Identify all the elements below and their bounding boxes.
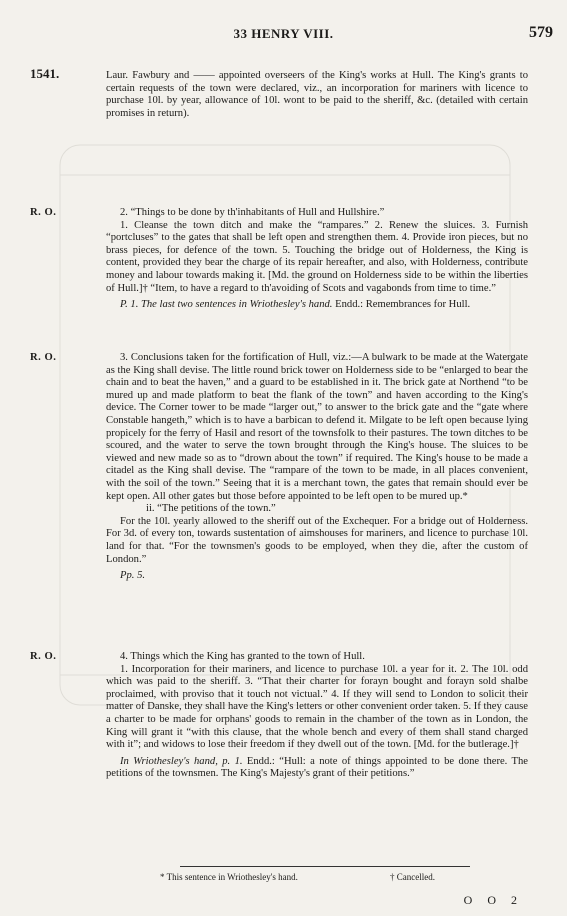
entry-2 (106, 207, 528, 312)
entry-2-note-endorsement: Endd.: Remembrances for Hull. (335, 299, 471, 311)
entry-2-body: 1. Cleanse the town ditch and make the “rampares.” 2. Renew the sluices. 3. Furnish “portcluses” to the gates that shall be left open and strengthen them. 4. Provide iron pieces, but no brass pieces, for defence of the town. 5. Touching the bridge out of Holderness, the King is content, provided they bear the charge of its repair hereafter, and also, with Holderness, contribute money and labour towards making it. [Md. the ground on Holderness side to be within the liberties of Hull.]† “Item, to have a regard to th'avoiding of Scots and vagabonds from time to time.” (106, 219, 528, 294)
entry-2-title: 2. “Things to be done by th'inhabitants of Hull and Hullshire.” (120, 207, 385, 218)
entry-4 (106, 651, 528, 781)
entry-2-notes (106, 299, 528, 312)
footnote-divider (180, 866, 470, 867)
entry-2-source: R. O. (30, 207, 57, 218)
footnote-cancelled: † Cancelled. (390, 872, 435, 882)
year-label: 1541. (30, 66, 60, 81)
entry-2-note-italic: P. 1. The last two sentences in Wriothesley's hand. (120, 299, 333, 311)
entry-4-source: R. O. (30, 651, 57, 662)
entry-4-body: 1. Incorporation for their mariners, and licence to purchase 10l. a year for it. 2. The 10l. odd which was paid to the sheriff. 3. “That their charter for forayn bought and forayn sold shalbe proclaimed, with proviso that it touch not victual.” 4. If they will send to London to solicit their matter of Danske, they shall have the King's letters or other convenient order taken. 5. If they cause a charter to be made for orphans' goods to remain in the chamber of the town as in London, the King will grant it “with this clause, that the whole bench and every of them shall stand charged with it”; and widows to lose their freedom if they dwell out of the town. [Md. for the butlerage.]† (106, 663, 528, 751)
entry-3-subtitle: ii. “The petitions of the town.” (146, 503, 276, 515)
intro-block (106, 70, 528, 120)
running-title: 33 HENRY VIII. (233, 26, 334, 41)
entry-3-petitions: For the 10l. yearly allowed to the sheriff out of the Exchequer. For a bridge out of Holderness. For 3d. of every ton, towards sustentation of aimshouses for mariners, and licence to purchase 10l. land for that. “For the townsmen's goods to be employed, when they die, after the custom of London.” (106, 515, 528, 565)
footnote-wriothesley: * This sentence in Wriothesley's hand. (160, 872, 298, 882)
entry-3-source: R. O. (30, 352, 57, 363)
entry-3-body: 3. Conclusions taken for the fortification of Hull, viz.:—A bulwark to be made at the Watergate as the King shall devise. The little round brick tower on Holderness side to be “enlarged to bear the chain and to beat the haven,” and a guard to be established in it. The brick gate at Northend “to be mured up and made platform to beat the flank of the town” and haven according to the King's device. The Corner tower to be made “larger out,” to answer to the brick gate and the “gate where Constable hangeth,” which is to have a barbican to defend it. Milgate to be left open because lying propicely for the ferry of Hasil and resort of the townsfolk to their pastures. The town ditches to be scoured, and the water to serve the town brought through the King's house. The sluices to be viewed and new made so as to “drown about the town” if required. The King's house to be made a citadel as the King shall devise. The “rampare of the town to be made, in all places convenient, with the soil of the town.” Seeing that it is a merchant town, the gates that remain should ever be kept open. All other gates but those before appointed to be left open to be mured up.* (106, 352, 528, 502)
entry-4-title: 4. Things which the King has granted to the town of Hull. (120, 651, 365, 662)
entry-4-note-italic: In Wriothesley's hand, p. 1. (120, 755, 243, 767)
page-number: 579 (529, 24, 553, 41)
page-header (0, 24, 567, 44)
entry-3 (106, 352, 528, 583)
entry-4-note-endorsement: Endd.: “Hull: a note of things appointed to be done there. The petitions of the townsmen. The King's Majesty's grant of their petitions.” (106, 755, 528, 780)
entry-4-notes (106, 756, 528, 781)
intro-text: Laur. Fawbury and —— appointed overseers of the King's works at Hull. The King's grants to certain requests of the town were declared, viz., an incorporation for mariners with licence to purchase 10l. by year, allowance of 10l. wont to be paid to the sheriff, &c. (detailed with certain promises in return). (106, 70, 528, 119)
entry-3-pages-note: Pp. 5. (120, 570, 146, 582)
printer-signature: O O 2 (463, 893, 523, 907)
